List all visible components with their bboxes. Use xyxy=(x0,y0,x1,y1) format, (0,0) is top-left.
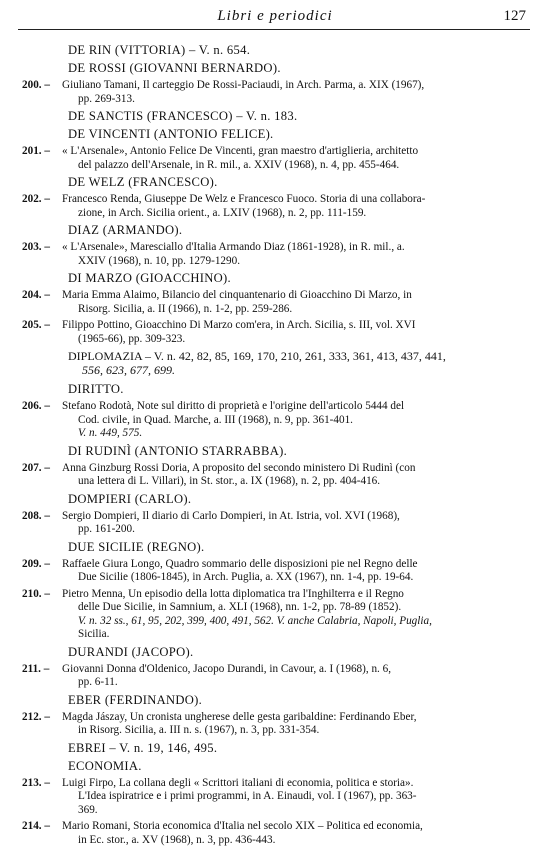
citation-line: Pietro Menna, Un episodio della lotta diplomatica tra l'Inghilterra e il Regno xyxy=(62,587,404,600)
subject-heading: DI MARZO (GIOACCHINO). xyxy=(68,271,231,285)
header-rule xyxy=(18,29,530,30)
citation-line: Cod. civile, in Quad. Marche, a. III (1968), n. 9, pp. 361-401. xyxy=(78,413,353,426)
bibliography-entry xyxy=(0,400,550,441)
citation-line: una lettera di L. Villari), in St. stor., a. IX (1968), n. 2, pp. 404-416. xyxy=(78,475,381,487)
entry-citation xyxy=(62,558,530,585)
entry-citation xyxy=(62,193,530,220)
subject-heading: DIRITTO. xyxy=(68,382,124,396)
entry-number: 208. – xyxy=(22,509,50,522)
bibliography-list xyxy=(0,41,550,850)
subject-heading: DE WELZ (FRANCESCO). xyxy=(68,175,218,189)
entry-citation xyxy=(62,145,530,172)
citation-line: del palazzo dell'Arsenale, in R. mil., a. XXIV (1968), n. 4, pp. 455-464. xyxy=(78,158,400,171)
bibliography-entry xyxy=(0,145,550,172)
entry-number: 214. – xyxy=(22,820,50,832)
bibliography-entry xyxy=(0,79,550,106)
bibliography-entry xyxy=(0,588,550,642)
subject-heading: EBREI – V. n. 19, 146, 495. xyxy=(68,740,218,755)
entry-citation xyxy=(62,79,530,106)
citation-line: Due Sicilie (1806-1845), in Arch. Puglia, a. XX (1967), nn. 1-4, pp. 19-64. xyxy=(78,571,414,583)
citation-line: Giuliano Tamani, Il carteggio De Rossi-Paciaudi, in Arch. Parma, a. XIX (1967), xyxy=(62,79,425,91)
running-header xyxy=(0,6,550,28)
citation-line: delle Due Sicilie, in Samnium, a. XLI (1968), nn. 1-2, pp. 78-89 (1852). xyxy=(78,601,402,613)
bibliography-entry xyxy=(0,289,550,316)
bibliography-entry xyxy=(0,241,550,268)
entry-number: 210. – xyxy=(22,587,50,600)
entry-citation xyxy=(62,510,530,537)
bibliography-entry xyxy=(0,319,550,346)
citation-line: Luigi Firpo, La collana degli « Scrittori italiani di economia, politica e storia». xyxy=(62,776,414,789)
entry-citation xyxy=(62,462,530,489)
citation-line: XXIV (1968), n. 10, pp. 1279-1290. xyxy=(78,254,241,267)
subject-heading-crossref xyxy=(68,349,530,377)
entry-citation xyxy=(62,289,530,316)
citation-line: in Risorg. Sicilia, a. III n. s. (1967), n. 3, pp. 331-354. xyxy=(78,724,320,736)
citation-line: V. n. 449, 575. xyxy=(78,427,143,439)
citation-line: Sergio Dompieri, Il diario di Carlo Dompieri, in At. Istria, vol. XVI (1968), xyxy=(62,509,400,522)
citation-line: Maria Emma Alaimo, Bilancio del cinquantenario di Gioacchino Di Marzo, in xyxy=(62,289,412,301)
subject-heading: DIAZ (ARMANDO). xyxy=(68,223,183,237)
entry-citation xyxy=(62,400,530,441)
entry-number: 203. – xyxy=(22,241,50,253)
citation-line: Stefano Rodotà, Note sul diritto di proprietà e l'origine dell'articolo 5444 del xyxy=(62,400,405,412)
subject-heading: DE SANCTIS (FRANCESCO) – V. n. 183. xyxy=(68,109,298,123)
bibliography-entry xyxy=(0,462,550,489)
running-title: Libri e periodici xyxy=(217,8,333,24)
citation-line: zione, in Arch. Sicilia orient., a. LXIV (1968), n. 2, pp. 111-159. xyxy=(78,206,367,219)
entry-number: 206. – xyxy=(22,400,50,412)
citation-line: Anna Ginzburg Rossi Doria, A proposito del secondo ministero Di Rudinì (con xyxy=(62,461,416,474)
bibliography-entry xyxy=(0,558,550,585)
citation-line: 369. xyxy=(78,803,98,816)
entry-number: 200. – xyxy=(22,79,50,91)
citation-line: L'Idea ispiratrice e i primi programmi, in A. Einaudi, vol. I (1967), pp. 363- xyxy=(78,790,417,802)
bibliography-entry xyxy=(0,510,550,537)
subject-heading: DE RIN (VITTORIA) – V. n. 654. xyxy=(68,43,251,57)
entry-number: 211. – xyxy=(22,662,50,675)
entry-citation xyxy=(62,820,530,847)
entry-number: 204. – xyxy=(22,289,50,301)
entry-citation xyxy=(62,663,530,690)
subject-heading: EBER (FERDINANDO). xyxy=(68,692,203,707)
entry-citation xyxy=(62,241,530,268)
entry-number: 213. – xyxy=(22,776,50,789)
subject-heading: DE ROSSI (GIOVANNI BERNARDO). xyxy=(68,61,281,75)
subject-heading: DUE SICILIE (REGNO). xyxy=(68,539,205,554)
citation-line: Sicilia. xyxy=(78,628,110,640)
citation-line: Filippo Pottino, Gioacchino Di Marzo com'era, in Arch. Sicilia, s. III, vol. XVI xyxy=(62,319,416,331)
entry-citation xyxy=(62,711,530,738)
citation-line: Magda Jászay, Un cronista ungherese delle gesta garibaldine: Ferdinando Eber, xyxy=(62,710,417,723)
citation-line: pp. 161-200. xyxy=(78,523,135,535)
subject-heading: DE VINCENTI (ANTONIO FELICE). xyxy=(68,127,274,141)
citation-line: Raffaele Giura Longo, Quadro sommario delle disposizioni pie nel Regno delle xyxy=(62,557,418,570)
citation-line: (1965-66), pp. 309-323. xyxy=(78,332,186,345)
entry-number: 202. – xyxy=(22,193,50,205)
citation-line: Giovanni Donna d'Oldenico, Jacopo Durandi, in Cavour, a. I (1968), n. 6, xyxy=(62,662,392,675)
citation-line: in Ec. stor., a. XV (1968), n. 3, pp. 436-443. xyxy=(78,833,276,846)
crossref-line: 556, 623, 677, 699. xyxy=(82,363,175,377)
subject-heading: ECONOMIA. xyxy=(68,758,142,773)
citation-line: « L'Arsenale», Antonio Felice De Vincenti, gran maestro d'artiglieria, architetto xyxy=(62,145,419,157)
citation-line: Risorg. Sicilia, a. II (1966), n. 1-2, pp. 259-286. xyxy=(78,302,293,315)
entry-citation xyxy=(62,319,530,346)
bibliography-entry xyxy=(0,193,550,220)
crossref-line: DIPLOMAZIA – V. n. 42, 82, 85, 169, 170, 210, 261, 333, 361, 413, 437, 441, xyxy=(68,349,446,363)
subject-heading: DURANDI (JACOPO). xyxy=(68,644,194,659)
entry-citation xyxy=(62,777,530,818)
entry-number: 209. – xyxy=(22,557,50,570)
subject-heading: DI RUDINÌ (ANTONIO STARRABBA). xyxy=(68,443,288,458)
entry-number: 212. – xyxy=(22,710,50,723)
citation-line: pp. 6-11. xyxy=(78,676,118,688)
entry-number: 201. – xyxy=(22,145,50,157)
bibliography-entry xyxy=(0,820,550,847)
subject-heading: DOMPIERI (CARLO). xyxy=(68,491,192,506)
page-number: 127 xyxy=(503,8,526,24)
citation-line: pp. 269-313. xyxy=(78,92,135,105)
bibliography-entry xyxy=(0,777,550,818)
bibliography-entry xyxy=(0,711,550,738)
entry-number: 205. – xyxy=(22,319,50,331)
citation-line: Mario Romani, Storia economica d'Italia nel secolo XIX – Politica ed economia, xyxy=(62,820,423,832)
citation-line: « L'Arsenale», Maresciallo d'Italia Armando Diaz (1861-1928), in R. mil., a. xyxy=(62,241,405,253)
citation-line: Francesco Renda, Giuseppe De Welz e Francesco Fuoco. Storia di una collabora- xyxy=(62,193,426,205)
entry-number: 207. – xyxy=(22,461,50,474)
citation-line: V. n. 32 ss., 61, 95, 202, 399, 400, 491, 562. V. anche Calabria, Napoli, Puglia, xyxy=(78,614,432,627)
entry-citation xyxy=(62,588,530,642)
bibliography-entry xyxy=(0,663,550,690)
